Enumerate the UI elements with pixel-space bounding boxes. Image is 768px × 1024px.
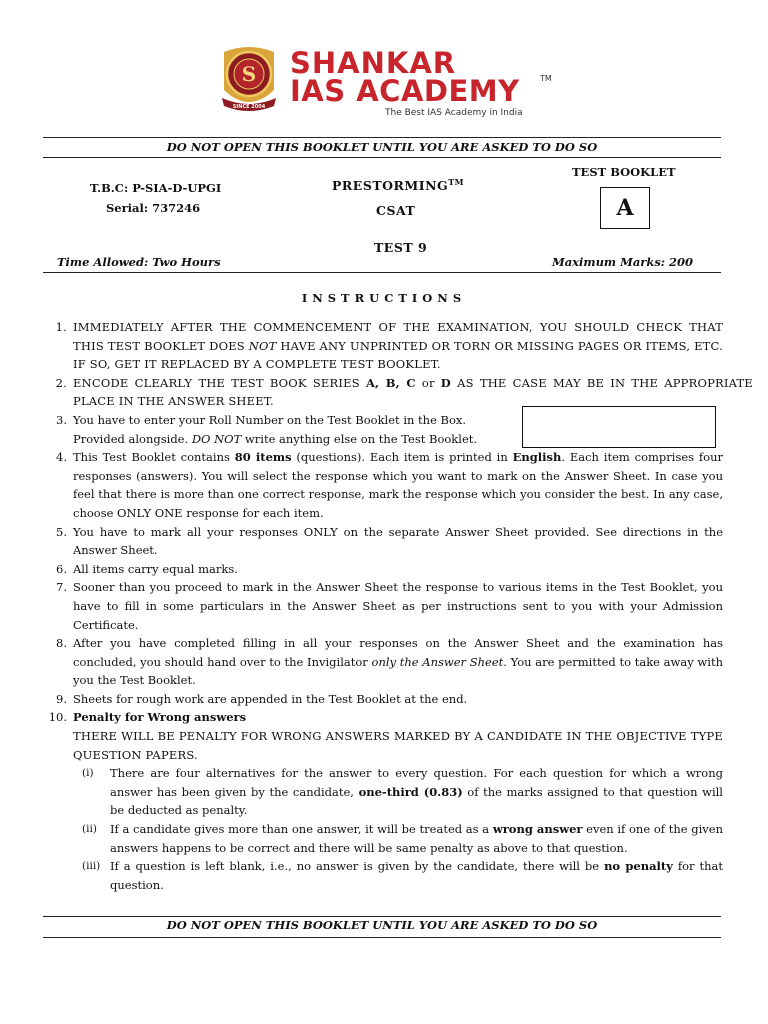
svg-text:S: S <box>241 62 257 86</box>
header-rule <box>43 272 721 273</box>
top-rule <box>43 137 721 138</box>
instruction-item-4: 4. This Test Booklet contains 80 items (questions). Each item is printed in English. Each item comprises four responses (answers). You will select the response which you want to mark on the Answer Sheet. In case you feel that there is more than one correct response, mark the response which you consider the best. In any case, choose ONLY ONE response for each item. <box>56 450 723 520</box>
academy-tagline: The Best IAS Academy in India <box>385 108 523 118</box>
serial-number: Serial: 737246 <box>106 201 201 215</box>
instruction-item-3: 3. You have to enter your Roll Number on the Test Booklet in the Box. Provided alongside. DO NOT write anything else on the Test Booklet. <box>56 412 478 446</box>
time-allowed: Time Allowed: Two Hours <box>57 255 221 269</box>
program-name: PRESTORMING <box>332 178 449 194</box>
trademark-symbol: TM <box>540 74 552 83</box>
academy-name-line2: IAS ACADEMY <box>290 74 520 108</box>
paper-name: CSAT <box>376 203 416 218</box>
top-warning: DO NOT OPEN THIS BOOKLET UNTIL YOU ARE ASKED TO DO SO <box>166 140 598 154</box>
test-booklet-label: TEST BOOKLET <box>572 165 676 179</box>
instruction-item-7: 7. Sooner than you proceed to mark in the Answer Sheet the response to various items in the Test Booklet, you have to fill in some particulars in the Answer Sheet as per instructions sent to you with your Admission Certificate. <box>56 580 723 632</box>
instruction-item-1: 1. IMMEDIATELY AFTER THE COMMENCEMENT OF THE EXAMINATION, YOU SHOULD CHECK THAT THIS TEST BOOKLET DOES NOT HAVE ANY UNPRINTED OR TORN OR MISSING PAGES OR ITEMS, ETC. IF SO, GET IT REPLACED BY A COMPLETE TEST BOOKLET. <box>55 320 723 372</box>
booklet-series-box: A <box>600 187 650 229</box>
bottom-rule-lower <box>43 937 721 938</box>
bottom-rule <box>43 916 721 917</box>
program-trademark: TM <box>448 177 465 187</box>
svg-text:SINCE 2004: SINCE 2004 <box>232 104 266 110</box>
test-number: TEST 9 <box>374 240 428 255</box>
instruction-item-2: 2. ENCODE CLEARLY THE TEST BOOK SERIES A, B, C or D AS THE CASE MAY BE IN THE APPROPRIATE PLACE IN THE ANSWER SHEET. <box>55 375 753 409</box>
penalty-title: Penalty for Wrong answers <box>73 710 247 725</box>
instruction-item-6: 6. All items carry equal marks. <box>56 561 238 576</box>
penalty-subitem-3: (iii) If a question is left blank, i.e., no answer is given by the candidate, there will be no penalty for that question. <box>82 859 723 892</box>
program-title <box>332 177 464 193</box>
instruction-item-8: 8. After you have completed filling in all your responses on the Answer Sheet and the examination has concluded, you should hand over to the Invigilator only the Answer Sheet. You are permitted to take away with you the Test Booklet. <box>56 636 723 688</box>
instruction-item-10: 10. Penalty for Wrong answers THERE WILL BE PENALTY FOR WRONG ANSWERS MARKED BY A CANDIDATE IN THE OBJECTIVE TYPE QUESTION PAPERS. <box>48 710 723 762</box>
academy-emblem-icon <box>218 44 280 120</box>
top-rule-lower <box>43 157 721 158</box>
tbc-code: T.B.C: P-SIA-D-UPGI <box>90 181 222 195</box>
penalty-subitem-2: (ii) If a candidate gives more than one answer, it will be treated as a wrong answer even if one of the given answers happens to be correct and there will be same penalty as above to that question. <box>82 822 723 855</box>
maximum-marks: Maximum Marks: 200 <box>552 255 694 269</box>
academy-logo <box>218 44 552 124</box>
instructions-list <box>43 318 753 894</box>
bottom-warning: DO NOT OPEN THIS BOOKLET UNTIL YOU ARE ASKED TO DO SO <box>166 918 598 932</box>
academy-name-line1: SHANKAR <box>290 46 457 80</box>
instructions-heading: INSTRUCTIONS <box>301 291 467 305</box>
instruction-item-5: 5. You have to mark all your responses ONLY on the separate Answer Sheet provided. See directions in the Answer Sheet. <box>56 524 723 558</box>
penalty-subitem-1: (i) There are four alternatives for the answer to every question. For each question for which a wrong answer has been given by the candidate, one-third (0.83) of the marks assigned to that question will be deducted as penalty. <box>82 766 723 818</box>
instruction-item-9: 9. Sheets for rough work are appended in the Test Booklet at the end. <box>56 691 468 706</box>
